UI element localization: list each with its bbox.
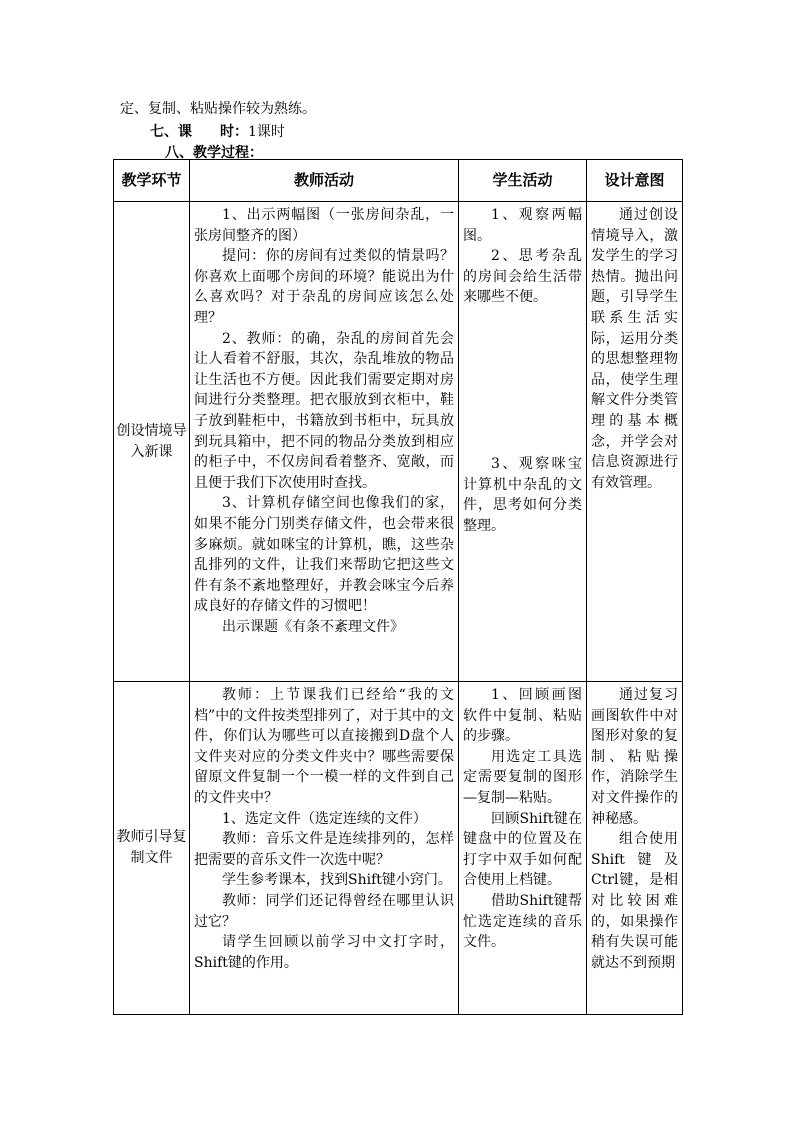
teacher-paragraph: 提问：你的房间有过类似的情景吗？你喜欢上面哪个房间的环境？能说出为什么喜欢吗？对于杂乱的房间应该怎么处理？ [194, 248, 454, 326]
intro-line-1: 定、复制、粘贴操作较为熟练。 [120, 101, 316, 117]
student-paragraph: 2、思考杂乱的房间会给生活带来哪些不便。 [463, 248, 582, 306]
lesson-table [113, 159, 683, 1015]
teacher-cell [190, 682, 459, 1015]
teacher-paragraph: 教师：上节课我们已经给“我的文档”中的文件按类型排列了，对于其中的文件，你们认为哪些可以直接搬到D盘个人文件夹对应的分类文件夹中？哪些需要保留原文件复制一个一模一样的文件到自己的文件夹中？ [194, 687, 454, 806]
teacher-paragraph: 教师：同学们还记得曾经在哪里认识过它？ [194, 892, 454, 930]
student-paragraph: 1、观察两幅图。 [463, 207, 582, 244]
header-stage: 教学环节 [114, 160, 190, 202]
teacher-paragraph: 教师：音乐文件是连续排列的，怎样把需要的音乐文件一次选中呢？ [194, 831, 454, 868]
teacher-paragraph: 请学生回顾以前学习中文打字时，Shift键的作用。 [194, 934, 454, 971]
table-header-row [114, 160, 683, 202]
teacher-paragraph: 学生参考课本，找到Shift键小窍门。 [222, 872, 452, 889]
section-class-hours [150, 121, 285, 141]
intent-paragraph: 组合使用Shift键及Ctrl键，是相对比较困难的，如果操作稍有失误可能就达不到预期 [591, 831, 678, 971]
header-student: 学生活动 [459, 160, 587, 202]
student-cell [459, 682, 587, 1015]
student-paragraph: 3、观察咪宝计算机中杂乱的文件，思考如何分类整理。 [463, 455, 582, 534]
section-teaching-process: 八、教学过程： [165, 145, 263, 161]
header-teacher: 教师活动 [190, 160, 459, 202]
table-row [114, 202, 683, 682]
class-hours-label: 七、课 时： [150, 124, 248, 140]
teacher-paragraph: 3、计算机存储空间也像我们的家，如果不能分门别类存储文件，也会带来很多麻烦。就如咪宝的计算机，瞧，这些杂乱排列的文件，让我们来帮助它把这些文件有条不紊地整理好，并教会咪宝今后养成良好的存储文件的习惯吧！ [194, 495, 454, 615]
table-row [114, 682, 683, 1015]
teacher-paragraph: 1、出示两幅图（一张房间杂乱，一张房间整齐的图） [194, 207, 454, 244]
teacher-paragraph: 1、选定文件（选定连续的文件） [222, 810, 427, 827]
stage-cell: 教师引导复制文件 [114, 682, 190, 1015]
teacher-paragraph: 2、教师：的确，杂乱的房间首先会让人看着不舒服，其次，杂乱堆放的物品让生活也不方便。因此我们需要定期对房间进行分类整理。把衣服放到衣柜中，鞋子放到鞋柜中，书籍放到书柜中，玩具放到玩具箱中，把不同的物品分类放到相应的柜子中，不仅房间看着整齐、宽敞，而且便于我们下次使用时查找。 [194, 330, 454, 491]
intent-cell [587, 202, 683, 682]
student-paragraph: 回顾Shift键在键盘中的位置及在打字中双手如何配合使用上档键。 [463, 810, 582, 889]
teacher-cell [190, 202, 459, 682]
intent-paragraph: 通过创设情境导入，激发学生的学习热情。抛出问题，引导学生联系生活实际，运用分类的思想整理物品，使学生理解文件分类管理的基本概念，并学会对信息资源进行有效管理。 [591, 207, 678, 491]
class-hours-value: 1课时 [248, 124, 285, 140]
intent-cell [587, 682, 683, 1015]
teacher-paragraph: 出示课题《有条不紊理文件》 [222, 618, 404, 635]
student-paragraph: 借助Shift键帮忙选定连续的音乐文件。 [463, 892, 582, 951]
intent-paragraph: 通过复习画图软件中对图形对象的复制、粘贴操作，消除学生对文件操作的神秘感。 [591, 687, 678, 827]
header-intent: 设计意图 [587, 160, 683, 202]
student-paragraph: 用选定工具选定需要复制的图形—复制—粘贴。 [463, 748, 582, 806]
stage-cell: 创设情境导入新课 [114, 202, 190, 682]
student-paragraph: 1、回顾画图软件中复制、粘贴的步骤。 [463, 687, 582, 745]
student-cell [459, 202, 587, 682]
